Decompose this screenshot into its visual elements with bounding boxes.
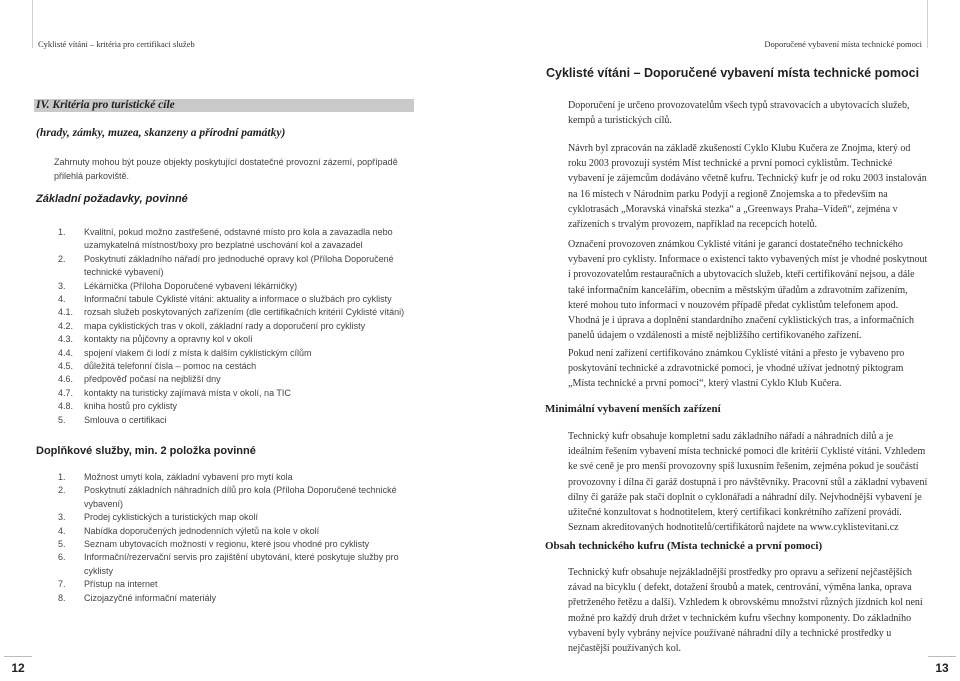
- crop-mark-right: [927, 0, 928, 48]
- list-item-text: spojení vlakem či lodí z místa k dalším cyklistickým cílům: [84, 347, 312, 358]
- list-item-text: Poskytnutí základních náhradních dílů pro kola (Příloha Doporučené technické vybavení): [84, 485, 397, 509]
- heading-kit-contents: Obsah technického kufru (Místa technické a první pomoci): [545, 540, 823, 552]
- list-item-number: 4.: [58, 525, 66, 536]
- list-item-number: 4.7.: [58, 387, 74, 398]
- list-item: [58, 525, 418, 538]
- list-item-text: Smlouva o certifikaci: [84, 414, 167, 425]
- list-item-text: předpověď počasí na nejbližší dny: [84, 374, 221, 385]
- list-item-text: Lékárnička (Příloha Doporučené vybavení lékárničky): [84, 280, 298, 291]
- list-item-number: 6.: [58, 552, 66, 563]
- list-item: [58, 333, 418, 346]
- list-item-text: Informační tabule Cyklisté vítáni: aktuality a informace o službách pro cyklisty: [84, 294, 392, 305]
- running-header-left: Cyklisté vítáni – kritéria pro certifikaci služeb: [38, 39, 195, 49]
- paragraph-kit-contents: Technický kufr obsahuje nejzákladnější prostředky pro opravu a seřízení nejčastějších závad na bicyklu ( defekt, dotažení šroubů a matek, centrování, výměna lanka, oprava přetrženého řetězu a další). Vzhledem k obrovskému množství různých jízdních kol není možné pro každý druh držet v technickém kufru všechny komponenty. Do základního vybavení byly vybrány nejvíce používané náhradní díly a technické prostředky u nejčastější používaných kol.: [568, 567, 923, 655]
- list-item-text: kontakty na půjčovny a opravny kol v okolí: [84, 334, 253, 345]
- list-item-number: 4.6.: [58, 374, 74, 385]
- list-item-number: 3.: [58, 280, 66, 291]
- list-item-number: 4.4.: [58, 347, 74, 358]
- page-number-left: 12: [4, 656, 32, 679]
- list-item-number: 8.: [58, 592, 66, 603]
- list-item-number: 4.: [58, 294, 66, 305]
- list-item: [58, 387, 418, 400]
- list-item-text: kniha hostů pro cyklisty: [84, 401, 178, 412]
- required-list: [58, 226, 418, 427]
- heading-minimal-equipment: Minimální vybavení menších zařízení: [545, 403, 721, 415]
- list-item-number: 1.: [58, 227, 66, 237]
- paragraph-kit: Technický kufr obsahuje kompletní sadu základního nářadí a náhradních dílů a je ideálním řešením vybavení místa technické pomoci dle kritérií Cyklisté vítáni. Vzhledem ke své ceně je pro menší provozovny spíš luxusním řešením, zejména pokud je součástí provozovny i dílna či garáž dostupná i pro návštěvníky. Pracovní stůl a základní vybavení dílny či garáže pak stačí doplnit o cyklonářadí a náhradní díly. Nejvhodnější vybavení je užitečné konzultovat s hodnotitelem, který certifikaci konkrétního zařízení provádí. Seznam akreditovaných hodnotitelů/certifikátorů najdete na www.cyklistevitani.cz: [568, 431, 928, 534]
- paragraph-pictogram: Pokud není zařízení certifikováno známkou Cyklisté vítáni a přesto je vybaveno pro poskytování technické a zdravotnické pomoci, je vhodné užívat jednotný piktogram „Místa technické a první pomoci“, který vlastní Cyklo Klub Kučera.: [568, 348, 905, 390]
- list-item: [58, 253, 418, 280]
- list-item-number: 5.: [58, 539, 66, 550]
- list-item-text: Kvalitní, pokud možno zastřešené, odstavné místo pro kola a zavazadla nebo uzamykatelná místnost/boxy pro bezplatné uschování kol a zavazadel: [84, 227, 393, 251]
- paragraph-marking: Označení provozoven známkou Cyklisté vítáni je garancí dostatečného technického vybavení pro cyklisty. Informace o existenci takto vybavených míst je vhodné poskytnout i provozovatelům restauračních a ubytovacích služeb, kteří certifikování nejsou, a dále také informačním kancelářím, obecním a městským úřadům a zdravotním zařízením, které mohou tuto informaci v nouzovém případě předat cyklistům telefonem apod. Vhodná je i úprava a doplnění standardního značení cyklistických tras, a informačních panelů údajem o vzdálenosti a místě nejbližšího certifikovaného zařízení.: [568, 239, 928, 342]
- list-item-number: 1.: [58, 472, 66, 482]
- list-item: [58, 511, 418, 524]
- list-item: [58, 280, 418, 293]
- running-header-right: Doporučené vybavení místa technické pomoci: [764, 39, 922, 49]
- list-item: [58, 320, 418, 333]
- list-item-number: 7.: [58, 579, 66, 590]
- list-item: [58, 293, 418, 306]
- list-item-text: Cizojazyčné informační materiály: [84, 592, 217, 603]
- list-item: [58, 578, 418, 591]
- list-item: [58, 592, 418, 605]
- list-item-number: 4.3.: [58, 334, 74, 345]
- list-item-number: 4.1.: [58, 307, 74, 318]
- section-subtitle: (hrady, zámky, muzea, skanzeny a přírodní památky): [36, 127, 286, 139]
- list-item: [58, 414, 418, 427]
- list-item-text: rozsah služeb poskytovaných zařízením (dle certifikačních kritérií Cyklisté vítáni): [84, 307, 405, 318]
- list-item-text: Seznam ubytovacích možností v regionu, které jsou vhodné pro cyklisty: [84, 539, 370, 550]
- list-item: [58, 360, 418, 373]
- paragraph-intro: Doporučení je určeno provozovatelům všech typů stravovacích a ubytovacích služeb, kempů a turistických cílů.: [568, 100, 910, 127]
- required-heading: Základní požadavky, povinné: [36, 193, 188, 205]
- list-item: [58, 538, 418, 551]
- section-title: IV. Kritéria pro turistické cíle: [34, 99, 414, 112]
- list-item-text: Prodej cyklistických a turistických map okolí: [84, 512, 259, 523]
- list-item: [58, 551, 418, 578]
- list-item: [58, 471, 418, 484]
- list-item-number: 4.5.: [58, 361, 74, 372]
- list-item-text: kontakty na turisticky zajímavá místa v okolí, na TIC: [84, 387, 291, 398]
- list-item-text: Nabídka doporučených jednodenních výletů na kole v okolí: [84, 525, 320, 536]
- list-item-number: 5.: [58, 414, 66, 425]
- list-item: [58, 400, 418, 413]
- list-item-text: Přístup na internet: [84, 579, 158, 590]
- list-item: [58, 347, 418, 360]
- list-item-text: Informační/rezervační servis pro zajištění ubytování, které poskytuje služby pro cyklisty: [84, 552, 399, 576]
- list-item-number: 3.: [58, 512, 66, 523]
- list-item-text: mapa cyklistických tras v okolí, základní rady a doporučení pro cyklisty: [84, 320, 366, 331]
- list-item-number: 2.: [58, 485, 66, 496]
- list-item: [58, 373, 418, 386]
- paragraph-history: Návrh byl zpracován na základě zkušeností Cyklo Klubu Kučera ze Znojma, který od roku 2003 provozují systém Míst technické a první pomoci cyklistům. Technické vybavení je zájemcům dodáváno včetně kufru. Technický kufr je od roku 2003 instalován na 16 místech v Národním parku Podyjí a regioně Znojemska a to především na cyklotrasách „Moravská vinařská stezka“ a „Greenways Praha–Vídeň“, zejména v zařízeních s trvalým provozem, například na recepcích hotelů.: [568, 143, 927, 231]
- page-number-right: 13: [928, 656, 956, 679]
- list-item: [58, 484, 418, 511]
- intro-paragraph: Zahrnuty mohou být pouze objekty poskytující dostatečné provozní zázemí, popřípadě přilehlá parkoviště.: [54, 157, 398, 181]
- list-item-number: 4.2.: [58, 320, 74, 331]
- crop-mark-left: [32, 0, 33, 48]
- list-item: [58, 226, 418, 253]
- list-item-text: Poskytnutí základního nářadí pro jednoduché opravy kol (Příloha Doporučené technické vybavení): [84, 253, 394, 278]
- list-item: [58, 306, 418, 319]
- spread-title: Cyklisté vítáni – Doporučené vybavení místa technické pomoci: [546, 66, 920, 80]
- list-item-text: Možnost umytí kola, základní vybavení pro mytí kola: [84, 472, 293, 482]
- optional-list: [58, 471, 418, 605]
- optional-heading: Doplňkové služby, min. 2 položka povinné: [36, 445, 256, 457]
- list-item-text: důležitá telefonní čísla – pomoc na cestách: [84, 361, 257, 372]
- list-item-number: 2.: [58, 253, 66, 264]
- list-item-number: 4.8.: [58, 401, 74, 412]
